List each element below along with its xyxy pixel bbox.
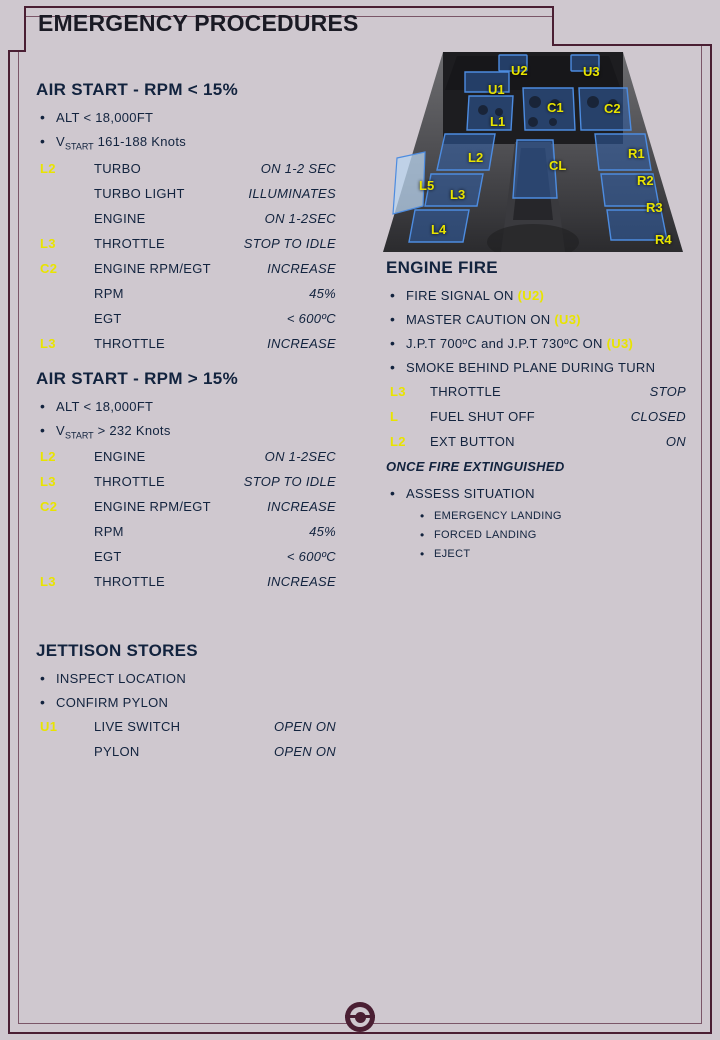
sub-bullet-list bbox=[386, 510, 686, 560]
bullet-list bbox=[36, 110, 336, 152]
cockpit-label-r3: R3 bbox=[646, 200, 663, 215]
bullet-list bbox=[386, 288, 686, 375]
list-item: • ASSESS SITUATION bbox=[386, 486, 686, 501]
action-label: ENGINE RPM/EGT bbox=[94, 499, 211, 515]
cockpit-label-l2: L2 bbox=[468, 150, 484, 165]
action-label: ENGINE bbox=[94, 449, 146, 465]
action-row bbox=[36, 286, 336, 301]
bullet-text-rest: 161-188 Knots bbox=[93, 134, 187, 149]
action-label: THROTTLE bbox=[94, 574, 166, 590]
panel-code: C2 bbox=[40, 499, 58, 515]
action-label: ENGINE bbox=[94, 210, 146, 226]
bullet-text: MASTER CAUTION ON bbox=[406, 312, 555, 327]
action-label: TURBO bbox=[94, 160, 141, 176]
action-row bbox=[36, 161, 336, 176]
cockpit-panel-diagram bbox=[383, 30, 683, 252]
action-value: ON 1-2SEC bbox=[264, 210, 336, 226]
cockpit-label-l3: L3 bbox=[450, 187, 466, 202]
cockpit-label-r1: R1 bbox=[628, 146, 645, 161]
bullet-text: SMOKE BEHIND PLANE DURING TURN bbox=[406, 360, 656, 375]
action-rows bbox=[36, 161, 336, 351]
action-value: < 600ºC bbox=[286, 549, 336, 565]
section-air-start-high bbox=[36, 369, 336, 590]
action-value: ON bbox=[665, 434, 686, 449]
action-row bbox=[386, 434, 686, 449]
page-title: EMERGENCY PROCEDURES bbox=[38, 10, 359, 36]
panel-code-ref: (U2) bbox=[517, 288, 545, 303]
action-label: ENGINE RPM/EGT bbox=[94, 260, 211, 276]
action-label: THROTTLE bbox=[94, 335, 166, 351]
action-row bbox=[386, 384, 686, 399]
action-value: ILLUMINATES bbox=[248, 185, 336, 201]
action-label: PYLON bbox=[94, 744, 140, 760]
list-item bbox=[36, 134, 336, 152]
panel-code: L3 bbox=[40, 235, 56, 251]
bullet-list bbox=[36, 671, 336, 710]
section-jettison-stores bbox=[36, 641, 336, 759]
bullet-subscript: START bbox=[64, 141, 94, 152]
bullet-text: J.P.T 700ºC and J.P.T 730ºC ON bbox=[406, 336, 607, 351]
action-label: THROTTLE bbox=[94, 474, 166, 490]
list-item bbox=[36, 399, 336, 414]
list-item: • EMERGENCY LANDING bbox=[386, 510, 686, 522]
cockpit-label-u3: U3 bbox=[583, 64, 600, 79]
cockpit-label-r2: R2 bbox=[637, 173, 654, 188]
bullet-subscript: START bbox=[64, 430, 94, 441]
action-row bbox=[36, 236, 336, 251]
action-value: OPEN ON bbox=[273, 744, 336, 760]
action-label: RPM bbox=[94, 524, 124, 540]
action-row bbox=[36, 574, 336, 589]
action-value: STOP TO IDLE bbox=[243, 235, 336, 251]
action-label: THROTTLE bbox=[430, 384, 502, 399]
action-value: INCREASE bbox=[267, 260, 336, 276]
list-item bbox=[386, 312, 686, 327]
section-heading: AIR START - RPM < 15% bbox=[36, 80, 238, 99]
page-border-notch-left bbox=[8, 6, 26, 52]
bullet-text: V bbox=[56, 134, 65, 149]
panel-code: L2 bbox=[40, 160, 56, 176]
cockpit-label-r4: R4 bbox=[655, 232, 672, 247]
action-label: LIVE SWITCH bbox=[94, 719, 181, 735]
action-label: TURBO LIGHT bbox=[94, 185, 185, 201]
action-label: RPM bbox=[94, 285, 124, 301]
action-value: ON 1-2 SEC bbox=[260, 160, 336, 176]
cockpit-label-l5: L5 bbox=[419, 178, 435, 193]
raf-roundel-icon bbox=[345, 1002, 375, 1032]
list-item bbox=[36, 423, 336, 441]
panel-code: L bbox=[390, 409, 399, 424]
action-row bbox=[36, 336, 336, 351]
action-row bbox=[36, 186, 336, 201]
cockpit-label-u1: U1 bbox=[488, 82, 505, 97]
action-value: INCREASE bbox=[267, 574, 336, 590]
action-value: 45% bbox=[309, 285, 336, 301]
section-heading: AIR START - RPM > 15% bbox=[36, 368, 238, 388]
panel-code: L3 bbox=[40, 335, 56, 351]
section-heading: ENGINE FIRE bbox=[386, 258, 498, 277]
bullet-text-rest: > 232 Knots bbox=[93, 422, 171, 438]
panel-code-ref: (U3) bbox=[554, 312, 581, 327]
action-row bbox=[36, 449, 336, 464]
section-air-start-low bbox=[36, 80, 336, 351]
action-row bbox=[36, 719, 336, 734]
list-item bbox=[36, 110, 336, 125]
cockpit-label-l4: L4 bbox=[431, 222, 447, 237]
action-row bbox=[36, 744, 336, 759]
action-rows bbox=[36, 719, 336, 759]
action-value: CLOSED bbox=[630, 409, 686, 424]
action-row bbox=[36, 261, 336, 276]
list-item bbox=[36, 671, 336, 686]
panel-code: C2 bbox=[40, 260, 58, 276]
action-row bbox=[36, 549, 336, 564]
action-row bbox=[36, 311, 336, 326]
panel-code: L2 bbox=[390, 434, 406, 449]
section-engine-fire bbox=[386, 258, 686, 560]
action-value: OPEN ON bbox=[273, 719, 336, 735]
right-column bbox=[386, 258, 686, 567]
list-item: • FORCED LANDING bbox=[386, 529, 686, 541]
action-label: EGT bbox=[94, 549, 122, 565]
action-row bbox=[36, 474, 336, 489]
panel-code-ref: (U3) bbox=[606, 336, 634, 351]
action-label: THROTTLE bbox=[94, 235, 166, 251]
action-value: INCREASE bbox=[267, 499, 336, 515]
bullet-list bbox=[36, 399, 336, 441]
action-value: 45% bbox=[309, 524, 336, 540]
bullet-text: FIRE SIGNAL ON bbox=[406, 288, 518, 303]
action-row bbox=[36, 211, 336, 226]
action-label: EXT BUTTON bbox=[430, 434, 515, 449]
bullet-list-assess bbox=[386, 486, 686, 501]
list-item bbox=[386, 336, 686, 351]
action-value: STOP bbox=[649, 384, 686, 399]
cockpit-label-l1: L1 bbox=[490, 114, 506, 129]
bullet-text: CONFIRM PYLON bbox=[56, 695, 169, 711]
list-item bbox=[36, 695, 336, 710]
action-value: STOP TO IDLE bbox=[243, 474, 336, 490]
list-item: • EJECT bbox=[386, 548, 686, 560]
bullet-text: ALT < 18,000FT bbox=[56, 398, 154, 414]
bullet-text: INSPECT LOCATION bbox=[56, 671, 187, 687]
action-rows bbox=[386, 384, 686, 449]
action-row bbox=[36, 499, 336, 514]
bullet-text: ALT < 18,000FT bbox=[56, 110, 154, 125]
left-column bbox=[36, 80, 336, 777]
bullet-text: V bbox=[56, 422, 65, 438]
action-rows bbox=[36, 449, 336, 589]
panel-code: U1 bbox=[40, 719, 58, 735]
cockpit-label-c2: C2 bbox=[604, 101, 621, 116]
action-label: EGT bbox=[94, 310, 122, 326]
action-value: ON 1-2SEC bbox=[264, 449, 336, 465]
action-value: < 600ºC bbox=[286, 310, 336, 326]
list-item bbox=[386, 288, 686, 303]
list-item bbox=[386, 360, 686, 375]
action-row bbox=[386, 409, 686, 424]
panel-code: L2 bbox=[40, 449, 56, 465]
cockpit-label-u2: U2 bbox=[511, 63, 528, 78]
panel-code: L3 bbox=[40, 474, 56, 490]
panel-code: L3 bbox=[390, 384, 406, 399]
action-value: INCREASE bbox=[267, 335, 336, 351]
panel-code: L3 bbox=[40, 574, 56, 590]
action-row bbox=[36, 524, 336, 539]
section-note: ONCE FIRE EXTINGUISHED bbox=[386, 459, 565, 474]
section-heading: JETTISON STORES bbox=[36, 641, 198, 661]
action-label: FUEL SHUT OFF bbox=[430, 409, 536, 424]
cockpit-label-cl: CL bbox=[549, 158, 567, 173]
roundel-bar bbox=[345, 1015, 375, 1018]
cockpit-label-c1: C1 bbox=[547, 100, 564, 115]
